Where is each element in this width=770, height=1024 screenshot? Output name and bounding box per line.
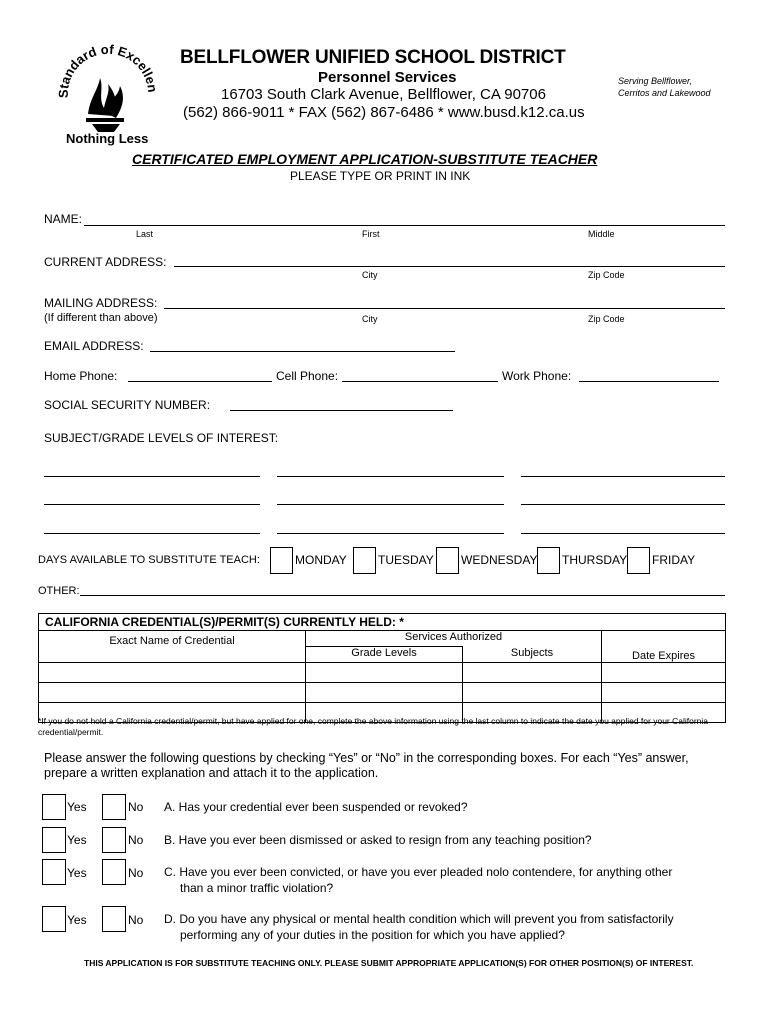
question-b-text: B. Have you ever been dismissed or asked to resign from any teaching position? xyxy=(164,833,592,847)
current-city-caption: City xyxy=(362,270,378,280)
col-credential-name: Exact Name of Credential xyxy=(39,631,306,663)
question-d-text-line-1: D. Do you have any physical or mental health condition which will prevent you from satisfactorily xyxy=(164,912,674,926)
monday-label: MONDAY xyxy=(295,553,347,567)
subject-field-7[interactable] xyxy=(44,533,260,534)
logo-arc-text: Standard of Excellen xyxy=(55,41,161,99)
friday-label: FRIDAY xyxy=(652,553,696,567)
subject-field-8[interactable] xyxy=(277,533,504,534)
credentials-table xyxy=(38,613,726,723)
question-c-no-label: No xyxy=(128,866,144,880)
footer-notice: THIS APPLICATION IS FOR SUBSTITUTE TEACHING ONLY. PLEASE SUBMIT APPROPRIATE APPLICATION(S) FOR OTHER POSITION(S) OF INTEREST. xyxy=(84,958,694,968)
thursday-checkbox[interactable] xyxy=(537,547,560,574)
date-expires-cell[interactable] xyxy=(602,663,726,683)
subject-field-1[interactable] xyxy=(44,476,260,477)
question-b-no-checkbox[interactable] xyxy=(102,827,126,853)
department-name: Personnel Services xyxy=(318,69,457,86)
current-address-field[interactable] xyxy=(174,266,725,267)
serving-line-1: Serving Bellflower, xyxy=(618,76,693,86)
credentials-header: CALIFORNIA CREDENTIAL(S)/PERMIT(S) CURRENTLY HELD: * xyxy=(39,614,726,631)
col-date-expires: Date Expires xyxy=(602,631,726,663)
tuesday-checkbox[interactable] xyxy=(353,547,376,574)
home-phone-label: Home Phone: xyxy=(44,369,118,383)
subject-field-2[interactable] xyxy=(277,476,504,477)
subject-field-5[interactable] xyxy=(277,504,504,505)
ssn-field[interactable] xyxy=(230,410,453,411)
friday-checkbox[interactable] xyxy=(627,547,650,574)
question-c-yes-label: Yes xyxy=(67,866,87,880)
monday-checkbox[interactable] xyxy=(270,547,293,574)
subject-field-6[interactable] xyxy=(521,504,725,505)
subjects-label: SUBJECT/GRADE LEVELS OF INTEREST: xyxy=(44,431,279,445)
subject-field-9[interactable] xyxy=(521,533,725,534)
question-a-text: A. Has your credential ever been suspended or revoked? xyxy=(164,800,468,814)
last-caption: Last xyxy=(136,229,154,239)
date-expires-cell[interactable] xyxy=(602,683,726,703)
question-d-yes-label: Yes xyxy=(67,913,87,927)
current-address-label: CURRENT ADDRESS: xyxy=(44,255,167,269)
question-a-no-checkbox[interactable] xyxy=(102,794,126,820)
other-field[interactable] xyxy=(80,595,725,596)
subject-field-4[interactable] xyxy=(44,504,260,505)
mailing-zip-caption: Zip Code xyxy=(588,314,625,324)
question-d-text-line-2: performing any of your duties in the position for which you have applied? xyxy=(180,928,565,942)
district-address: 16703 South Clark Avenue, Bellflower, CA 90706 xyxy=(221,86,546,103)
cell-phone-label: Cell Phone: xyxy=(276,369,339,383)
table-row xyxy=(39,683,726,703)
question-d-yes-checkbox[interactable] xyxy=(42,906,66,932)
grade-levels-cell[interactable] xyxy=(306,683,463,703)
question-c-text-line-2: than a minor traffic violation? xyxy=(180,881,334,895)
mailing-address-label: MAILING ADDRESS: xyxy=(44,296,158,310)
middle-caption: Middle xyxy=(588,229,615,239)
col-services-authorized: Services Authorized xyxy=(306,631,602,647)
other-label: OTHER: xyxy=(38,585,80,597)
question-b-yes-checkbox[interactable] xyxy=(42,827,66,853)
ssn-label: SOCIAL SECURITY NUMBER: xyxy=(44,398,211,412)
question-d-no-label: No xyxy=(128,913,144,927)
name-label: NAME: xyxy=(44,212,83,226)
form-instruction: PLEASE TYPE OR PRINT IN INK xyxy=(290,169,471,183)
credentials-footnote: *If you do not hold a California credential/permit, but have applied for one, complete the above information using the last column to indicate the date you applied for your California credential/permit. xyxy=(38,716,709,737)
question-a-yes-checkbox[interactable] xyxy=(42,794,66,820)
subjects-cell[interactable] xyxy=(463,663,602,683)
question-a-no-label: No xyxy=(128,800,144,814)
col-subjects: Subjects xyxy=(463,647,602,663)
form-title: CERTIFICATED EMPLOYMENT APPLICATION-SUBSTITUTE TEACHER xyxy=(132,151,598,167)
subjects-cell[interactable] xyxy=(463,683,602,703)
thursday-label: THURSDAY xyxy=(562,553,628,567)
current-zip-caption: Zip Code xyxy=(588,270,625,280)
question-d-no-checkbox[interactable] xyxy=(102,906,126,932)
email-label: EMAIL ADDRESS: xyxy=(44,339,144,353)
col-grade-levels: Grade Levels xyxy=(306,647,463,663)
question-a-yes-label: Yes xyxy=(67,800,87,814)
table-row xyxy=(39,663,726,683)
question-c-no-checkbox[interactable] xyxy=(102,859,126,885)
first-caption: First xyxy=(362,229,380,239)
name-field[interactable] xyxy=(84,225,725,226)
logo-tagline: Nothing Less xyxy=(66,131,149,146)
mailing-note: (If different than above) xyxy=(44,312,158,324)
subject-field-3[interactable] xyxy=(521,476,725,477)
question-b-no-label: No xyxy=(128,833,144,847)
wednesday-checkbox[interactable] xyxy=(436,547,459,574)
serving-line-2: Cerritos and Lakewood xyxy=(618,88,711,98)
district-name: BELLFLOWER UNIFIED SCHOOL DISTRICT xyxy=(180,47,566,68)
tuesday-label: TUESDAY xyxy=(378,553,434,567)
email-field[interactable] xyxy=(150,351,455,352)
credential-name-cell[interactable] xyxy=(39,683,306,703)
home-phone-field[interactable] xyxy=(128,381,272,382)
wednesday-label: WEDNESDAY xyxy=(461,553,538,567)
mailing-city-caption: City xyxy=(362,314,378,324)
question-c-text-line-1: C. Have you ever been convicted, or have you ever pleaded nolo contendere, for anything other xyxy=(164,865,673,879)
question-b-yes-label: Yes xyxy=(67,833,87,847)
work-phone-field[interactable] xyxy=(579,381,719,382)
days-label: DAYS AVAILABLE TO SUBSTITUTE TEACH: xyxy=(38,554,260,566)
work-phone-label: Work Phone: xyxy=(502,369,572,383)
question-c-yes-checkbox[interactable] xyxy=(42,859,66,885)
cell-phone-field[interactable] xyxy=(342,381,498,382)
grade-levels-cell[interactable] xyxy=(306,663,463,683)
credential-name-cell[interactable] xyxy=(39,663,306,683)
district-contact: (562) 866-9011 * FAX (562) 867-6486 * www.busd.k12.ca.us xyxy=(183,104,585,121)
questions-intro: Please answer the following questions by checking “Yes” or “No” in the corresponding boxes. For each “Yes” answer, prepare a written explanation and attach it to the application. xyxy=(44,751,689,780)
svg-text:Standard of Excellence xyxy=(48,40,160,98)
mailing-address-field[interactable] xyxy=(164,308,725,309)
